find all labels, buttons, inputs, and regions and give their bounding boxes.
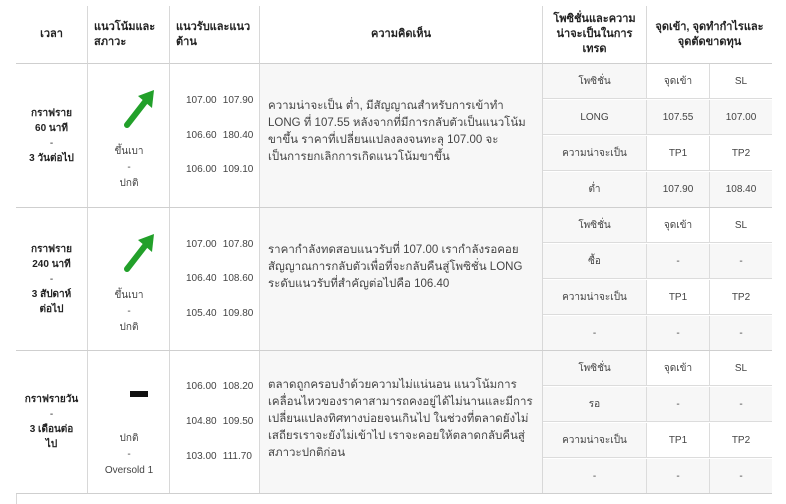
comment-text: ตลาดถูกครอบงำด้วยความไม่แน่นอน แนวโน้มการเคลื่อนไหวของราคาสามารถคงอยู่ได้ไม่นานและมีการเปลี่ยนแปลงทิศทางบ่อยจนเกินไป ในช่วงที่ตลาดยังไม่เสถียรเราจะยังไม่เข้าไป เราจะคอยให้ตลาดกลับคืนสู่สภาวะปกติก่อน <box>268 379 533 459</box>
support-value: 105.40 <box>186 308 217 319</box>
grid-cell: TP1 <box>647 136 710 170</box>
grid-cell: - <box>647 316 710 350</box>
trade-grid <box>543 64 772 207</box>
grid-cell: TP2 <box>710 136 772 170</box>
grid-cell: TP1 <box>647 423 710 457</box>
grid-cell: โพซิชั่น <box>543 208 647 242</box>
comment-cell <box>260 351 543 493</box>
grid-cell: - <box>543 459 647 493</box>
grid-cell: - <box>710 459 772 493</box>
condition-label: Oversold 1 <box>104 465 154 476</box>
comment-cell <box>260 64 543 207</box>
grid-cell: - <box>647 244 710 278</box>
grid-row <box>543 244 772 279</box>
table-row <box>16 64 772 208</box>
trade-grid-cell <box>543 351 772 493</box>
grid-cell: ความน่าจะเป็น <box>543 280 647 314</box>
resistance-value: 109.10 <box>222 164 254 175</box>
horizon-label: 3 เดือนต่อไป <box>29 424 74 450</box>
condition-label: ปกติ <box>119 322 139 333</box>
timeframe-label: กราฟรายวัน <box>24 394 79 405</box>
grid-cell: TP2 <box>710 280 772 314</box>
grid-cell: จุดเข้า <box>647 351 710 385</box>
separator-dot: - <box>127 162 131 173</box>
level-pair <box>186 273 257 284</box>
level-pair <box>186 381 257 392</box>
grid-cell: LONG <box>543 100 647 134</box>
separator-dot: - <box>127 449 131 460</box>
up-arrow-icon <box>122 232 158 274</box>
grid-cell: ความน่าจะเป็น <box>543 423 647 457</box>
trade-grid-cell <box>543 208 772 350</box>
horizon-label: 3 วันต่อไป <box>29 152 74 164</box>
resistance-value: 107.90 <box>222 95 254 106</box>
level-pair <box>186 164 257 175</box>
grid-cell: โพซิชั่น <box>543 351 647 385</box>
grid-row <box>543 387 772 422</box>
comment-cell <box>260 208 543 350</box>
support-value: 106.60 <box>186 130 217 141</box>
timeframe-label: กราฟราย 60 นาที <box>31 107 72 134</box>
support-value: 106.40 <box>186 273 217 284</box>
trend-label: ขึ้นเบา <box>114 146 144 157</box>
grid-row <box>543 100 772 135</box>
table-row <box>16 208 772 351</box>
grid-cell: SL <box>710 64 772 98</box>
timeframe-cell <box>16 351 88 493</box>
grid-row <box>543 423 772 458</box>
comment-text: ราคากำลังทดสอบแนวรับที่ 107.00 เรากำลังรอคอยสัญญาณการกลับตัวเพื่อที่จะกลับคืนสู่โพซิชั่น LONG ระดับแนวรับที่สำคัญต่อไปคือ 106.40 <box>268 244 523 290</box>
grid-cell: SL <box>710 351 772 385</box>
header-levels: แนวรับและแนวต้าน <box>170 6 260 64</box>
grid-cell: รอ <box>543 387 647 421</box>
grid-row <box>543 208 772 243</box>
grid-cell: - <box>710 244 772 278</box>
grid-cell: 108.40 <box>710 172 772 207</box>
grid-row <box>543 459 772 493</box>
timeframe-cell <box>16 64 88 207</box>
header-trend: แนวโน้มและสภาวะ <box>88 6 170 64</box>
grid-cell: จุดเข้า <box>647 64 710 98</box>
table-row <box>16 351 772 494</box>
level-pair <box>186 130 257 141</box>
support-value: 107.00 <box>186 239 217 250</box>
trend-label: ปกติ <box>119 433 139 444</box>
grid-cell: - <box>710 316 772 350</box>
grid-row <box>543 64 772 99</box>
level-pair <box>186 416 257 427</box>
separator-dot: - <box>127 306 131 317</box>
grid-row <box>543 316 772 350</box>
grid-cell: ต่ำ <box>543 172 647 207</box>
grid-cell: 107.90 <box>647 172 710 207</box>
grid-row <box>543 351 772 386</box>
separator-dot: - <box>49 137 54 149</box>
grid-cell: TP1 <box>647 280 710 314</box>
grid-cell: - <box>647 387 710 421</box>
separator-dot: - <box>49 409 54 420</box>
grid-row <box>543 136 772 171</box>
grid-cell: ความน่าจะเป็น <box>543 136 647 170</box>
resistance-value: 180.40 <box>222 130 254 141</box>
support-value: 107.00 <box>186 95 217 106</box>
support-value: 104.80 <box>186 416 217 427</box>
support-value: 106.00 <box>186 381 217 392</box>
grid-cell: 107.55 <box>647 100 710 134</box>
resistance-value: 108.20 <box>222 381 254 392</box>
level-pair <box>186 239 257 250</box>
header-time: เวลา <box>16 6 88 64</box>
grid-row <box>543 280 772 315</box>
resistance-value: 108.60 <box>222 273 254 284</box>
flat-dash-icon <box>130 391 148 397</box>
separator-dot: - <box>49 273 54 285</box>
grid-cell: - <box>543 316 647 350</box>
analysis-table <box>16 0 772 504</box>
grid-cell: - <box>710 387 772 421</box>
timeframe-label: กราฟราย 240 นาที <box>31 243 72 270</box>
grid-cell: SL <box>710 208 772 242</box>
header-position: โพซิชั่นและความน่าจะเป็นในการเทรด <box>543 6 647 64</box>
resistance-value: 109.50 <box>222 416 254 427</box>
timeframe-cell <box>16 208 88 350</box>
trade-grid <box>543 208 772 350</box>
resistance-value: 111.70 <box>222 451 252 462</box>
condition-label: ปกติ <box>119 178 139 189</box>
grid-cell: - <box>647 459 710 493</box>
trend-label: ขึ้นเบา <box>114 290 144 301</box>
trade-grid-cell <box>543 64 772 207</box>
grid-cell: 107.00 <box>710 100 772 134</box>
resistance-value: 107.80 <box>222 239 254 250</box>
horizon-label: 3 สัปดาห์ต่อไป <box>31 288 72 315</box>
level-pair <box>186 451 257 462</box>
grid-cell: TP2 <box>710 423 772 457</box>
trade-grid <box>543 351 772 493</box>
grid-cell: โพซิชั่น <box>543 64 647 98</box>
comment-text: ความน่าจะเป็น ต่ำ, มีสัญญาณสำหรับการเข้าทำ LONG ที่ 107.55 หลังจากที่มีการกลับตัวเป็นแนวโน้มขาขึ้น ราคาที่เปลี่ยนแปลงลงจนทะลุ 107.00 จะเป็นการยกเลิกการเกิดแนวโน้มขาขึ้น <box>268 100 526 163</box>
grid-cell: จุดเข้า <box>647 208 710 242</box>
support-value: 106.00 <box>186 164 217 175</box>
level-pair <box>186 308 257 319</box>
header-entry: จุดเข้า, จุดทำกำไรและจุดตัดขาดทุน <box>647 6 772 64</box>
grid-cell: ซื้อ <box>543 244 647 278</box>
header-comment: ความคิดเห็น <box>260 6 543 64</box>
resistance-value: 109.80 <box>222 308 254 319</box>
level-pair <box>186 95 257 106</box>
up-arrow-icon <box>122 88 158 130</box>
grid-row <box>543 172 772 207</box>
support-value: 103.00 <box>186 451 217 462</box>
